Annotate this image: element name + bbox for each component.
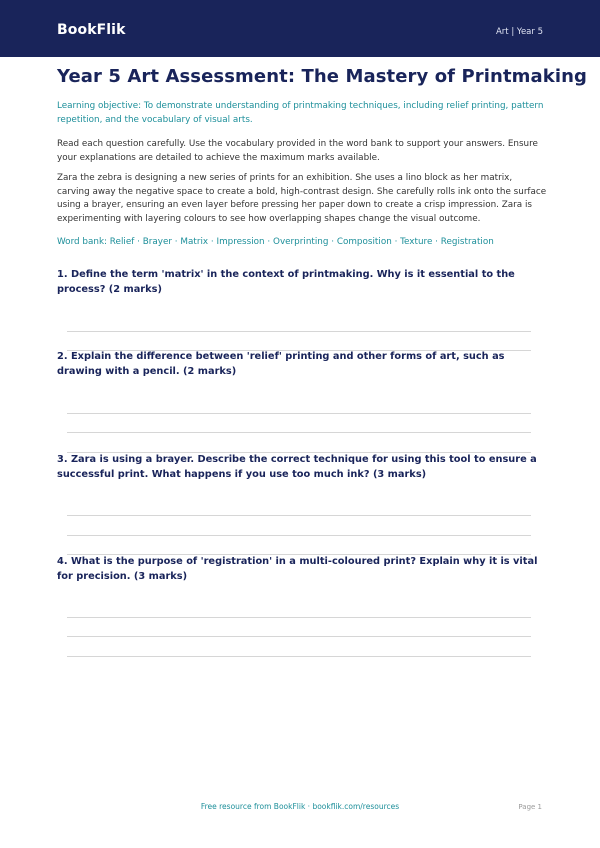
word-bank: Word bank: Relief · Brayer · Matrix · Impression · Overprinting · Composition · Texture · Registration xyxy=(57,237,494,247)
learning-objective: Learning objective: To demonstrate understanding of printmaking techniques, including relief printing, pattern repetition, and the vocabulary of visual arts. xyxy=(57,101,544,125)
brand-logo-text[interactable]: BookFlik xyxy=(57,22,126,38)
page-number: Page 1 xyxy=(518,803,542,811)
answer-line[interactable] xyxy=(67,656,531,657)
question-1: 1. Define the term 'matrix' in the context of printmaking. Why is it essential to the process? (2 marks) xyxy=(57,269,515,295)
question-3: 3. Zara is using a brayer. Describe the correct technique for using this tool to ensure a successful print. What happens if you use too much ink? (3 marks) xyxy=(57,454,537,480)
question-4: 4. What is the purpose of 'registration' in a multi-coloured print? Explain why it is vital for precision. (3 marks) xyxy=(57,556,538,582)
page-title: Year 5 Art Assessment: The Mastery of Printmaking xyxy=(57,66,587,87)
answer-line[interactable] xyxy=(67,636,531,637)
header-bar xyxy=(0,0,600,57)
answer-line[interactable] xyxy=(67,432,531,433)
scenario-text: Zara the zebra is designing a new series of prints for an exhibition. She uses a lino block as her matrix, carving away the negative space to create a bold, high-contrast design. She carefully rolls ink onto the surface using a brayer, ensuring an even layer before pressing her paper down to create a crisp impression. Zara is experimenting with layering colours to see how overlapping shapes change the visual outcome. xyxy=(57,173,547,224)
answer-line[interactable] xyxy=(67,515,531,516)
footer-resource-link[interactable]: Free resource from BookFlik · bookflik.com/resources xyxy=(200,802,400,811)
breadcrumb: Art | Year 5 xyxy=(495,27,543,37)
answer-line[interactable] xyxy=(67,617,531,618)
answer-line[interactable] xyxy=(67,535,531,536)
question-2: 2. Explain the difference between 'relief' printing and other forms of art, such as drawing with a pencil. (2 marks) xyxy=(57,351,505,377)
answer-line[interactable] xyxy=(67,331,531,332)
instructions-text: Read each question carefully. Use the vocabulary provided in the word bank to support your answers. Ensure your explanations are detailed to achieve the maximum marks available. xyxy=(57,139,538,163)
answer-line[interactable] xyxy=(67,413,531,414)
